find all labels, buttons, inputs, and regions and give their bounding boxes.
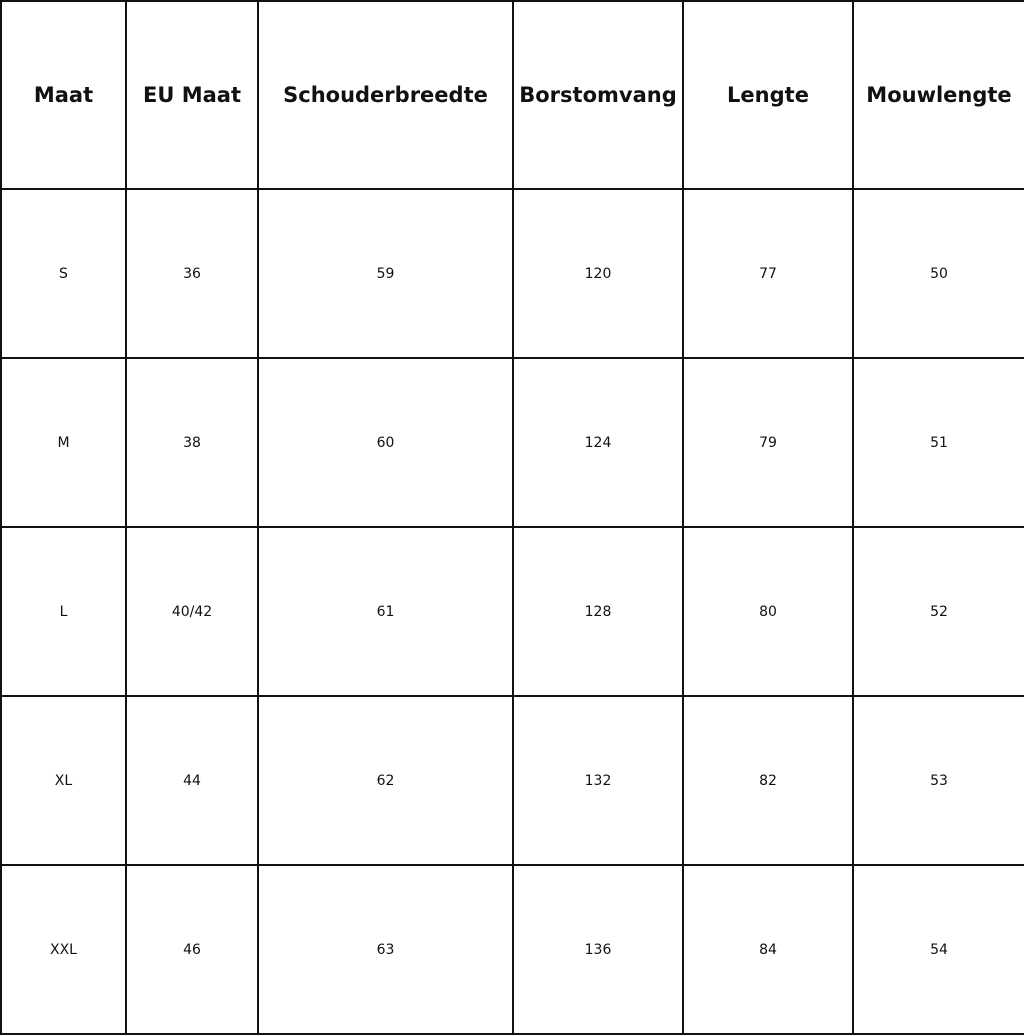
- cell-eu-maat: 46: [126, 865, 258, 1034]
- cell-borstomvang: 132: [513, 696, 683, 865]
- cell-borstomvang: 120: [513, 189, 683, 358]
- cell-eu-maat: 40/42: [126, 527, 258, 696]
- cell-mouwlengte: 54: [853, 865, 1024, 1034]
- cell-mouwlengte: 52: [853, 527, 1024, 696]
- cell-schouderbreedte: 60: [258, 358, 513, 527]
- cell-schouderbreedte: 63: [258, 865, 513, 1034]
- cell-maat: S: [1, 189, 126, 358]
- table-row: [1, 189, 1024, 358]
- cell-schouderbreedte: 62: [258, 696, 513, 865]
- cell-schouderbreedte: 59: [258, 189, 513, 358]
- cell-borstomvang: 124: [513, 358, 683, 527]
- cell-eu-maat: 36: [126, 189, 258, 358]
- cell-borstomvang: 136: [513, 865, 683, 1034]
- cell-eu-maat: 38: [126, 358, 258, 527]
- header-mouwlengte: Mouwlengte: [853, 1, 1024, 189]
- cell-lengte: 82: [683, 696, 853, 865]
- cell-maat: XL: [1, 696, 126, 865]
- table-row: [1, 865, 1024, 1034]
- cell-lengte: 79: [683, 358, 853, 527]
- header-eu-maat: EU Maat: [126, 1, 258, 189]
- table-row: [1, 696, 1024, 865]
- cell-mouwlengte: 50: [853, 189, 1024, 358]
- cell-lengte: 77: [683, 189, 853, 358]
- header-schouderbreedte: Schouderbreedte: [258, 1, 513, 189]
- cell-maat: L: [1, 527, 126, 696]
- header-borstomvang: Borstomvang: [513, 1, 683, 189]
- cell-maat: XXL: [1, 865, 126, 1034]
- cell-eu-maat: 44: [126, 696, 258, 865]
- cell-lengte: 80: [683, 527, 853, 696]
- table-row: [1, 358, 1024, 527]
- cell-borstomvang: 128: [513, 527, 683, 696]
- cell-schouderbreedte: 61: [258, 527, 513, 696]
- header-lengte: Lengte: [683, 1, 853, 189]
- cell-maat: M: [1, 358, 126, 527]
- header-row: [1, 1, 1024, 189]
- cell-mouwlengte: 51: [853, 358, 1024, 527]
- header-maat: Maat: [1, 1, 126, 189]
- cell-mouwlengte: 53: [853, 696, 1024, 865]
- cell-lengte: 84: [683, 865, 853, 1034]
- table-row: [1, 527, 1024, 696]
